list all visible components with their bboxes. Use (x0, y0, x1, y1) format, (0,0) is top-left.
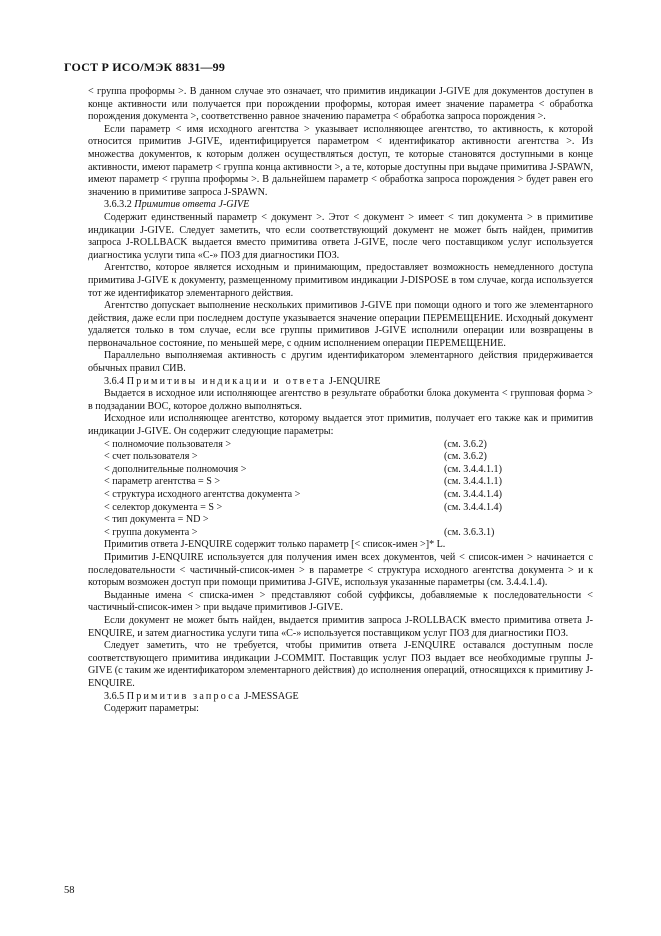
section-number: 3.6.3.2 (104, 199, 132, 211)
section-primitive: J-MESSAGE (244, 690, 299, 702)
section-primitive: J-ENQUIRE (329, 375, 381, 387)
paragraph: Агентство допускает выполнение нескольких примитивов J-GIVE при помощи одного и того же элементарного действия, даже если при последнем доступе указывается значение операции ПЕРЕМЕЩЕНИЕ. Исходный документ удаляется только в том случае, если все группы примитивов J-GIVE исполнили операции или возвращены в первоначальное состояние, по меньшей мере, с одним исполнением операции ПЕРЕМЕЩЕНИЕ. (88, 300, 593, 349)
section-heading-364 (88, 376, 593, 389)
parameter-item (88, 527, 593, 540)
parameter-item (88, 464, 593, 477)
paragraph: Выданные имена < списка-имен > представляют собой суффиксы, добавляемые к последовательности < частичный-список-имен > при выдаче примитивов J-GIVE. (88, 589, 593, 614)
parameter-name: < структура исходного агентства документа > (104, 489, 301, 500)
parameter-ref: (см. 3.4.4.1.1) (444, 476, 502, 488)
parameter-item (88, 439, 593, 452)
parameter-ref: (см. 3.6.2) (444, 438, 487, 450)
section-heading-3632 (88, 199, 593, 212)
parameter-item (88, 476, 593, 489)
parameter-name: < полномочие пользователя > (104, 438, 232, 450)
parameter-name: < селектор документа = S > (104, 501, 223, 513)
paragraph: Если параметр < имя исходного агентства > указывает исполняющее агентство, то активность, к которой относится примитив J-GIVE, идентифицируется параметром < идентификатор активности агентства >. Из множества документов, к которым должен осуществляться доступ, те которые становятся доступными в конце активности, имеют параметр < группа конца активности >, а те, которые доступны при выдаче примитива J-SPAWN, имеют параметр < группа проформы >. В дальнейшем параметр < обработка запроса порождения > будет равен его значению в примитиве запроса J-SPAWN. (88, 123, 593, 198)
parameter-item (88, 489, 593, 502)
parameter-ref: (см. 3.4.4.1.4) (444, 501, 502, 513)
section-title: Примитив запроса (126, 690, 242, 702)
paragraph: Содержит параметры: (104, 703, 199, 715)
paragraph: Содержит единственный параметр < документ >. Этот < документ > имеет < тип документа > в примитиве индикации J-GIVE. Следует заметить, что если соответствующий документ не может быть найден, примитив запроса J-ROLLBACK выдается вместо примитива ответа J-GIVE, после чего поставщиком услуг используется диагностика услуги типа «С-» ПОЗ для диагностики ПОЗ. (88, 211, 593, 261)
page-number: 58 (64, 885, 75, 896)
parameter-name: < группа документа > (104, 526, 198, 538)
paragraph: Параллельно выполняемая активность с другим идентификатором элементарного действия придерживается обычных правил СИВ. (88, 350, 593, 375)
parameter-ref: (см. 3.6.3.1) (444, 526, 495, 538)
parameter-ref (444, 514, 593, 527)
parameter-name: < дополнительные полномочия > (104, 463, 247, 475)
paragraph: Примитив ответа J-ENQUIRE содержит только параметр [< список-имен >]* L. (104, 539, 446, 551)
parameter-ref: (см. 3.4.4.1.1) (444, 463, 502, 475)
parameter-ref: (см. 3.4.4.1.4) (444, 489, 502, 500)
paragraph: Выдается в исходное или исполняющее агентство в результате обработки блока документа < групповая форма > в подзадании ВОС, которое должно выполняться. (88, 388, 593, 412)
parameter-item (88, 451, 593, 464)
page-body (88, 86, 593, 716)
parameter-name: < тип документа = ND > (104, 514, 209, 526)
paragraph: < группа проформы >. В данном случае это означает, что примитив индикации J-GIVE для документов доступен в конце активности или получается при порождении проформы, которая имеет значение параметра < обработка порождения документа >, соответственно равное значению параметра < обработка запроса порождения >. (88, 86, 593, 123)
paragraph: Примитив J-ENQUIRE используется для получения имен всех документов, чей < список-имен > начинается с последовательности < частичный-список-имен > в параметре < структура исходного агентства документа > и к которым возможен доступ при помощи примитива J-GIVE, используя указанные параметры (см. 3.4.4.1.4). (88, 551, 593, 589)
parameter-name: < счет пользователя > (104, 451, 198, 463)
paragraph: Следует заметить, что не требуется, чтобы примитив ответа J-ENQUIRE оставался доступным после соответствующего примитива индикации J-COMMIT. Поставщик услуг ПОЗ выдает все необходимые группы J-GIVE (с таким же идентификатором элементарного действия) до исполнения операций, относящихся к примитиву J-ENQUIRE. (88, 640, 593, 689)
paragraph: Если документ не может быть найден, выдается примитив запроса J-ROLLBACK вместо примитива ответа J-ENQUIRE, и затем диагностика услуги типа «С-» используется поставщиком услуг ПОЗ для диагностики ПОЗ. (88, 614, 593, 639)
parameter-item (88, 502, 593, 515)
parameter-name: < параметр агентства = S > (104, 476, 221, 488)
parameter-ref: (см. 3.6.2) (444, 451, 487, 463)
paragraph: Исходное или исполняющее агентство, которому выдается этот примитив, получает его также как и примитив индикации J-GIVE. Он содержит следующие параметры: (88, 413, 593, 438)
parameter-list (88, 439, 593, 540)
paragraph: Агентство, которое является исходным и принимающим, предоставляет возможность немедленного доступа примитива J-GIVE к документу, размещенному примитивом индикации J-DISPOSE в том случае, когда используется тот же идентификатор элементарного действия. (88, 262, 593, 299)
parameter-item (88, 514, 593, 527)
page-header: ГОСТ Р ИСО/МЭК 8831—99 (64, 60, 226, 74)
section-heading-365 (88, 691, 593, 704)
section-title: Примитивы индикации и ответа (126, 375, 327, 387)
section-number: 3.6.4 (104, 375, 125, 387)
section-title: Примитив ответа J-GIVE (134, 199, 250, 211)
section-number: 3.6.5 (104, 690, 125, 702)
